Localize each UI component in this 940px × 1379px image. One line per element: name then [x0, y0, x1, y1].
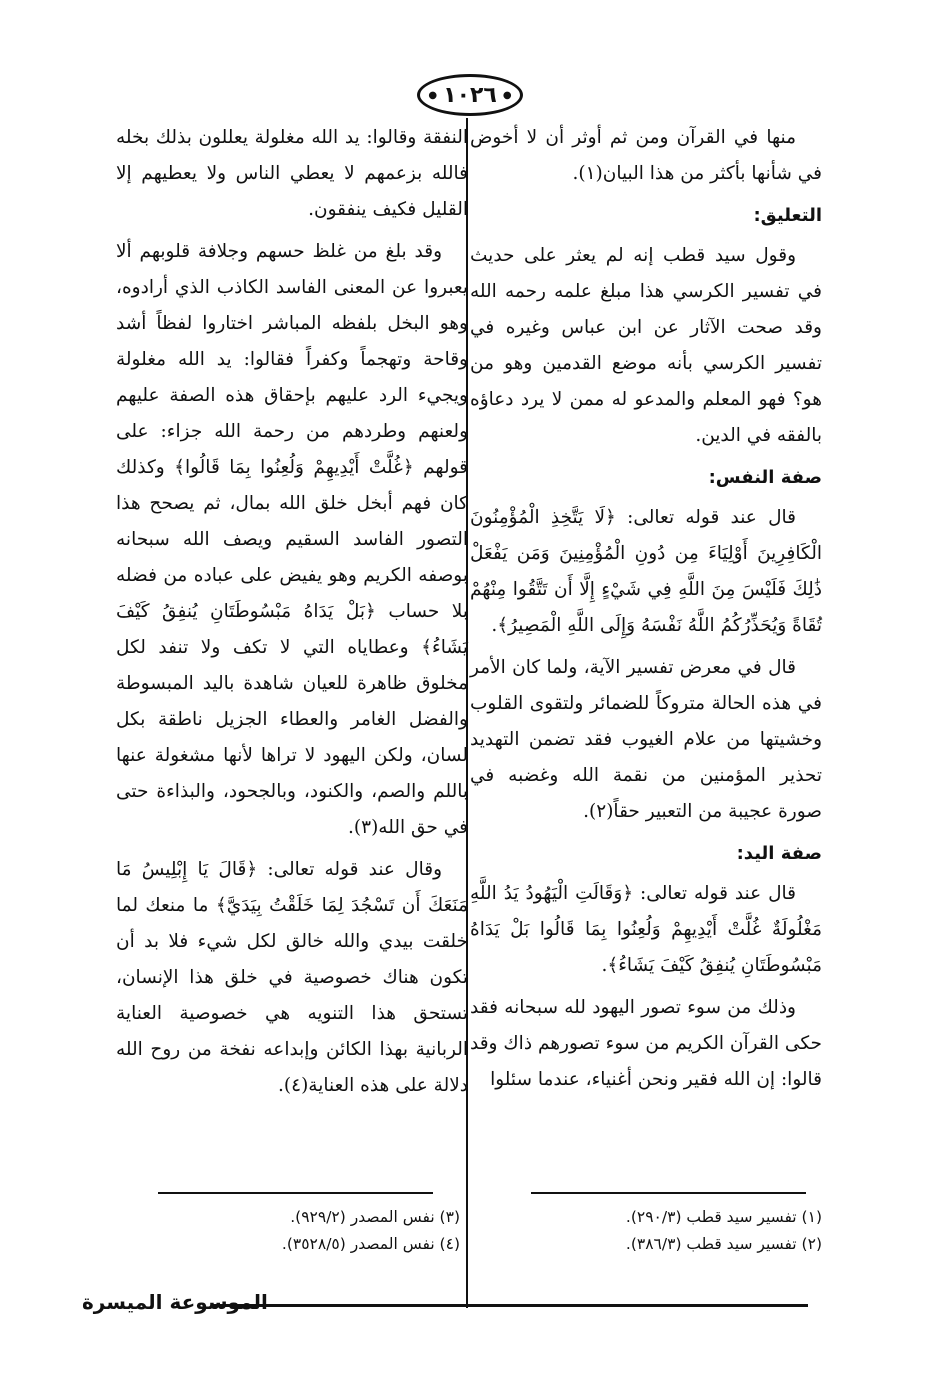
footnote: (٢) تفسير سيد قطب (٣٨٦/٣). [625, 1235, 822, 1253]
page-number [417, 74, 523, 116]
paragraph: وقول سيد قطب إنه لم يعثر على حديث في تفسير الكرسي هذا مبلغ علمه رحمه الله وقد صحت الآثار عن ابن عباس وغيره في تفسير الكرسي بأنه موضع القدمين وهو من هو؟ فهو المعلم والمدعو له ممن لا يرد دعاؤه بالفقه في الدين. [470, 245, 822, 446]
section-heading: التعليق: [753, 205, 822, 226]
paragraph: منها في القرآن ومن ثم أوثر أن لا أخوض في شأنها بأكثر من هذا البيان(١). [470, 127, 822, 184]
ornament-dot: ● [428, 89, 438, 101]
paragraph: قال في معرض تفسير الآية، ولما كان الأمر في هذه الحالة متروكاً للضمائر ولتقوى القلوب وخشيتها من علام الغيوب فقد تضمن التهديد تحذير المؤمنين من نقمة الله وغضبه في صورة عجيبة من التعبير حقاً(٢). [470, 657, 822, 822]
footnote: (٣) نفس المصدر (٩٢٩/٢). [290, 1208, 460, 1226]
footnote: (١) تفسير سيد قطب (٢٩٠/٣). [625, 1208, 822, 1226]
paragraph: قال عند قوله تعالى: ﴿وَقَالَتِ الْيَهُودُ يَدُ اللَّهِ مَغْلُولَةٌ غُلَّتْ أَيْدِيهِمْ وَلُعِنُوا بِمَا قَالُوا بَلْ يَدَاهُ مَبْسُوطَتَانِ يُنفِقُ كَيْفَ يَشَاءُ﴾. [470, 883, 822, 976]
paragraph: وقال عند قوله تعالى: ﴿قَالَ يَا إِبْلِيسُ مَا مَنَعَكَ أَن تَسْجُدَ لِمَا خَلَقْتُ بِيَدَيَّ﴾ ما منعك لما خلقت بيدي والله خالق لكل شيء فلا بد أن تكون هناك خصوصية في خلق هذا الإنسان، تستحق هذا التنويه هي خصوصية العناية الربانية بهذا الكائن وإبداعه نفخة من روح الله دلالة على هذه العناية(٤). [116, 859, 468, 1096]
page-number-text: ١٠٢٦ [443, 82, 497, 108]
footer-rule [212, 1304, 808, 1307]
right-column [470, 120, 822, 1104]
left-column [116, 120, 468, 1110]
footnote-rule [531, 1192, 806, 1194]
section-heading: صفة اليد: [736, 843, 822, 864]
footnotes-right [492, 1204, 822, 1258]
section-heading: صفة النفس: [708, 467, 822, 488]
footnote: (٤) نفس المصدر (٣٥٢٨/٥). [281, 1235, 460, 1253]
ornament-dot: ● [502, 89, 512, 101]
paragraph: وقد بلغ من غلظ حسهم وجلافة قلوبهم ألا يعبروا عن المعنى الفاسد الكاذب الذي أرادوه، وهو البخل بلفظه المباشر اختاروا لفظاً أشد وقاحة وتهجماً وكفراً فقالوا: يد الله مغلولة ويجيء الرد عليهم بإحقاق هذه الصفة عليهم ولعنهم وطردهم من رحمة الله جزاء: على قولهم ﴿غُلَّتْ أَيْدِيهِمْ وَلُعِنُوا بِمَا قَالُوا﴾ وكذلك كان فهم أبخل خلق الله بمال، ثم يصحح هذا التصور الفاسد السقيم ويصف الله سبحانه بوصفه الكريم وهو يفيض على عباده من فضله بلا حساب ﴿بَلْ يَدَاهُ مَبْسُوطَتَانِ يُنفِقُ كَيْفَ يَشَاءُ﴾ وعطاياه التي لا تكف ولا تنفد لكل مخلوق ظاهرة للعيان شاهدة باليد المبسوطة والفضل الغامر والعطاء الجزيل ناطقة بكل لسان، ولكن اليهود لا تراها لأنها مشغولة عنها باللم والصم، والكنود، وبالجحود، والبذاءة حتى في حق الله(٣). [116, 241, 468, 838]
paragraph: قال عند قوله تعالى: ﴿لَا يَتَّخِذِ الْمُؤْمِنُونَ الْكَافِرِينَ أَوْلِيَاءَ مِن دُونِ الْمُؤْمِنِينَ وَمَن يَفْعَلْ ذَٰلِكَ فَلَيْسَ مِنَ اللَّهِ فِي شَيْءٍ إِلَّا أَن تَتَّقُوا مِنْهُمْ تُقَاةً وَيُحَذِّرُكُمُ اللَّهُ نَفْسَهُ وَإِلَى اللَّهِ الْمَصِيرُ﴾. [470, 507, 822, 636]
paragraph: وذلك من سوء تصور اليهود لله سبحانه فقد حكى القرآن الكريم من سوء تصورهم ذاك وقد قالوا: إن الله فقير ونحن أغنياء، عندما سئلوا [470, 997, 822, 1090]
footnotes-left [130, 1204, 460, 1258]
footnote-rule [158, 1192, 433, 1194]
footer-title: الموسوعة الميسرة [82, 1290, 268, 1314]
paragraph: النفقة وقالوا: يد الله مغلولة يعللون بذلك بخله فالله بزعمهم لا يعطي الناس ولا يعطيهم إلا القليل فكيف ينفقون. [116, 127, 468, 220]
